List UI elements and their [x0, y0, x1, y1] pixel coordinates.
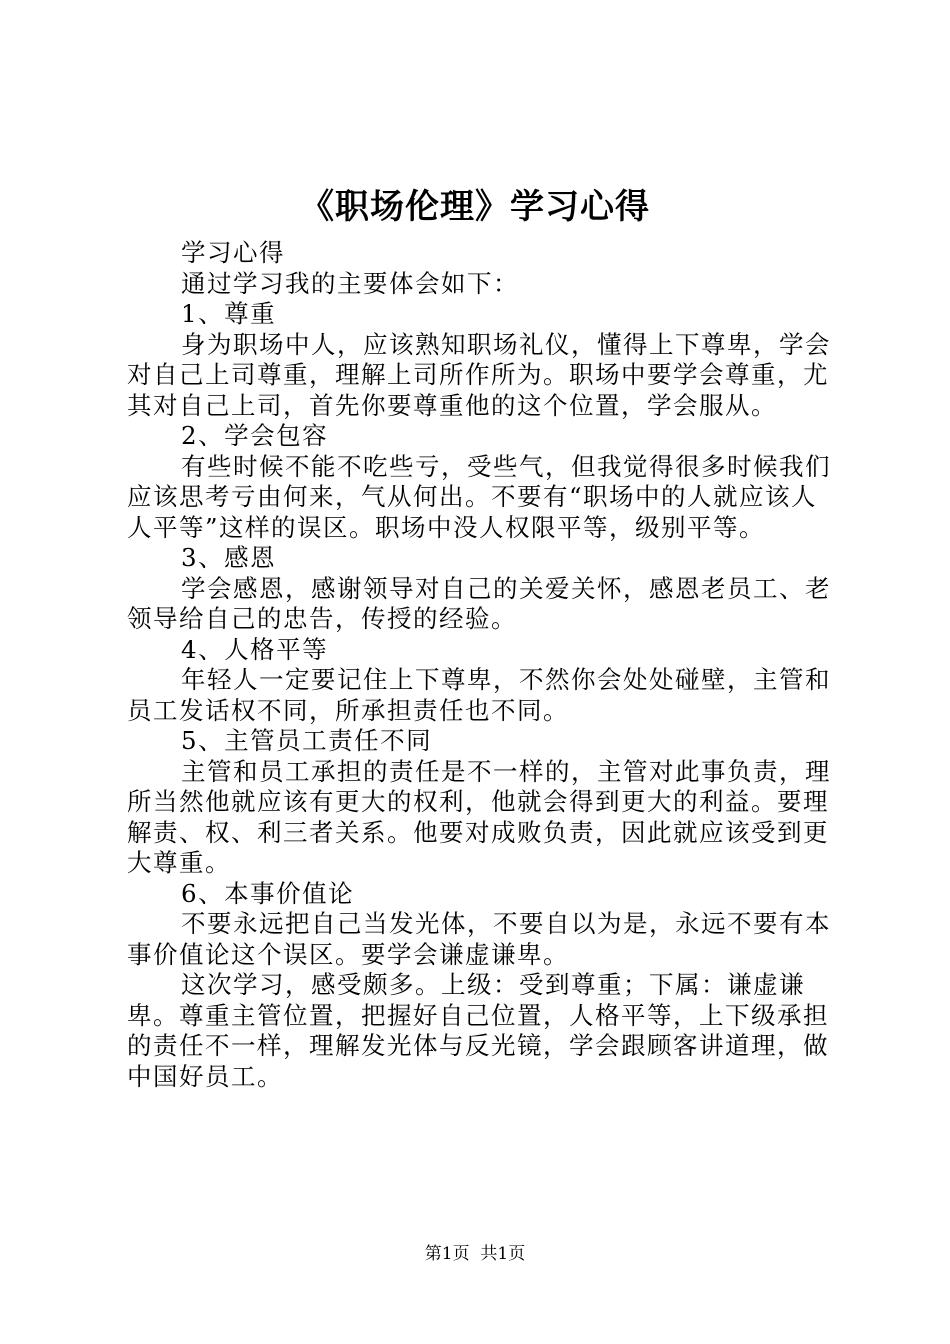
section-heading-tolerance: 2、学会包容: [181, 421, 329, 450]
section-heading-equality: 4、人格平等: [181, 634, 329, 664]
paragraph-gratitude: 学会感恩，感谢领导对自己的关爱关怀，感恩老员工、老领导给自己的忠告，传授的经验。: [127, 573, 831, 633]
section-heading-responsibility: 5、主管员工责任不同: [181, 726, 433, 755]
paragraph-intro: 通过学习我的主要体会如下：: [181, 268, 519, 298]
paragraph-ability: 不要永远把自己当发光体，不要自以为是，永远不要有本事价值论这个误区。要学会谦虚谦卑。: [127, 909, 831, 969]
paragraph-respect: 身为职场中人，应该熟知职场礼仪，懂得上下尊卑，学会对自己上司尊重，理解上司所作所为。职场中要学会尊重，尤其对自己上司，首先你要尊重他的这个位置，学会服从。: [127, 329, 831, 420]
section-heading-gratitude: 3、感恩: [181, 543, 277, 572]
document-title: 《职场伦理》学习心得: [300, 187, 650, 227]
paragraph-heading-study: 学习心得: [181, 238, 285, 267]
section-heading-respect: 1、尊重: [181, 299, 277, 328]
paragraph-equality: 年轻人一定要记住上下尊卑，不然你会处处碰壁，主管和员工发话权不同，所承担责任也不同。: [127, 665, 831, 725]
paragraph-tolerance: 有些时候不能不吃些亏，受些气，但我觉得很多时候我们应该思考亏由何来，气从何出。不要有“职场中的人就应该人人平等”这样的误区。职场中没人权限平等，级别平等。: [127, 451, 831, 542]
page-footer: 第1页 共1页: [424, 1244, 526, 1264]
document-body: [127, 238, 837, 1092]
paragraph-conclusion: 这次学习，感受颇多。上级：受到尊重；下属：谦虚谦卑。尊重主管位置，把握好自己位置，人格平等，上下级承担的责任不一样，理解发光体与反光镜，学会跟顾客讲道理，做中国好员工。: [127, 970, 829, 1091]
paragraph-responsibility: 主管和员工承担的责任是不一样的，主管对此事负责，理所当然他就应该有更大的权利，他就会得到更大的利益。要理解责、权、利三者关系。他要对成败负责，因此就应该受到更大尊重。: [127, 756, 831, 877]
section-heading-ability: 6、本事价值论: [181, 878, 355, 908]
